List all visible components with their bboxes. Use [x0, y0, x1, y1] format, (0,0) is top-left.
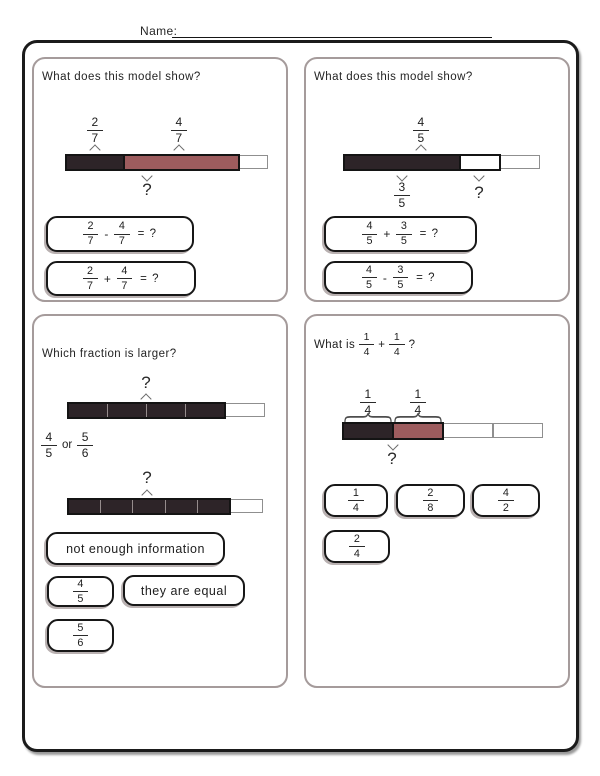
panel-top-left [32, 57, 288, 302]
bar-cell [100, 500, 132, 513]
question-mark: ? [142, 468, 152, 487]
bar-cell [69, 500, 100, 513]
fraction-comparison [41, 431, 93, 459]
bar-segment-dark [67, 156, 123, 169]
panel-bottom-right [304, 314, 570, 688]
fraction: $\frac{4}{2}$ [498, 488, 513, 514]
fraction: $\frac{4}{5}$ [73, 579, 88, 605]
question-mark: ? [142, 180, 152, 199]
bar-label-fraction: $\frac{4}{5}$ [413, 116, 429, 144]
bar-label-fraction: $\frac{1}{4}$ [410, 388, 426, 416]
question-mark: ? [141, 373, 151, 392]
fraction: $\frac{4}{7}$ [114, 221, 129, 247]
tape-diagram [68, 499, 263, 513]
caret-down-icon [474, 172, 484, 182]
answer-option-four-fifths[interactable] [47, 576, 114, 607]
fraction: $\frac{2}{4}$ [349, 534, 364, 560]
bar-segment-empty [459, 156, 499, 169]
question-title: What is $\frac{1}{4}$ + $\frac{1}{4}$ ? [314, 331, 416, 358]
bar-bracketed-part [343, 154, 501, 171]
question-mark: ? [387, 449, 397, 468]
fraction: $\frac{5}{6}$ [73, 623, 88, 649]
bar-cell [165, 500, 197, 513]
bar-cell [185, 404, 224, 417]
bar-segment-dark [345, 156, 459, 169]
bar-cell [197, 500, 229, 513]
fraction: $\frac{2}{7}$ [83, 266, 98, 292]
fraction: $\frac{2}{8}$ [423, 488, 438, 514]
bar-divider [492, 424, 494, 437]
bar-segment-red [392, 424, 442, 438]
bar-label-fraction: $\frac{1}{4}$ [360, 388, 376, 416]
answer-option-one-fourth[interactable] [324, 484, 388, 517]
answer-option-addition[interactable]: $\frac{4}{5}$ + $\frac{3}{5}$ = ? [324, 216, 477, 252]
question-title: What does this model show? [42, 71, 201, 83]
bar-cell [107, 404, 146, 417]
bar-shaded-part [67, 498, 231, 515]
panel-top-right [304, 57, 570, 302]
tape-diagram [68, 403, 265, 417]
tape-diagram [66, 155, 268, 169]
fraction: $\frac{4}{5}$ [362, 265, 377, 291]
bar-cell [146, 404, 185, 417]
fraction: $\frac{4}{5}$ [41, 431, 57, 459]
answer-option-two-eighths[interactable] [396, 484, 465, 517]
fraction: $\frac{4}{7}$ [117, 266, 132, 292]
bar-label-fraction: $\frac{3}{5}$ [394, 181, 410, 209]
answer-option-subtraction[interactable]: $\frac{2}{7}$ - $\frac{4}{7}$ = ? [46, 216, 194, 252]
answer-option-addition[interactable]: $\frac{2}{7}$ + $\frac{4}{7}$ = ? [46, 261, 196, 296]
answer-option-subtraction[interactable]: $\frac{4}{5}$ - $\frac{3}{5}$ = ? [324, 261, 473, 294]
tape-diagram [344, 155, 540, 169]
bar-cell [132, 500, 164, 513]
question-title: Which fraction is larger? [42, 348, 177, 360]
question-mark: ? [474, 183, 484, 202]
question-title: What does this model show? [314, 71, 473, 83]
tape-diagram [343, 423, 543, 438]
answer-option-four-halves[interactable] [472, 484, 540, 517]
bar-bracketed-part [342, 422, 444, 440]
fraction: $\frac{1}{4}$ [359, 332, 374, 357]
bar-label-fraction: $\frac{2}{7}$ [87, 116, 103, 144]
answer-option-two-fourths[interactable] [324, 530, 390, 563]
fraction: $\frac{5}{6}$ [77, 431, 93, 459]
fraction: $\frac{1}{4}$ [389, 332, 404, 357]
bar-cell [69, 404, 107, 417]
panel-bottom-left [32, 314, 288, 688]
answer-option-they-are-equal[interactable]: they are equal [123, 575, 245, 606]
fraction: $\frac{2}{7}$ [83, 221, 98, 247]
fraction: $\frac{3}{5}$ [393, 265, 408, 291]
bar-shaded-part [67, 402, 226, 419]
answer-option-five-sixths[interactable] [47, 619, 114, 652]
name-label: Name: [140, 24, 178, 38]
answer-option-not-enough-info[interactable]: not enough information [46, 532, 225, 565]
fraction: $\frac{3}{5}$ [396, 221, 411, 247]
bar-segment-red [123, 156, 238, 169]
name-input-line[interactable] [172, 22, 492, 38]
fraction: $\frac{1}{4}$ [348, 488, 363, 514]
fraction: $\frac{4}{5}$ [362, 221, 377, 247]
bar-bracketed-part [65, 154, 240, 171]
or-text: or [61, 439, 73, 451]
bar-label-fraction: $\frac{4}{7}$ [171, 116, 187, 144]
bar-segment-dark [344, 424, 392, 438]
